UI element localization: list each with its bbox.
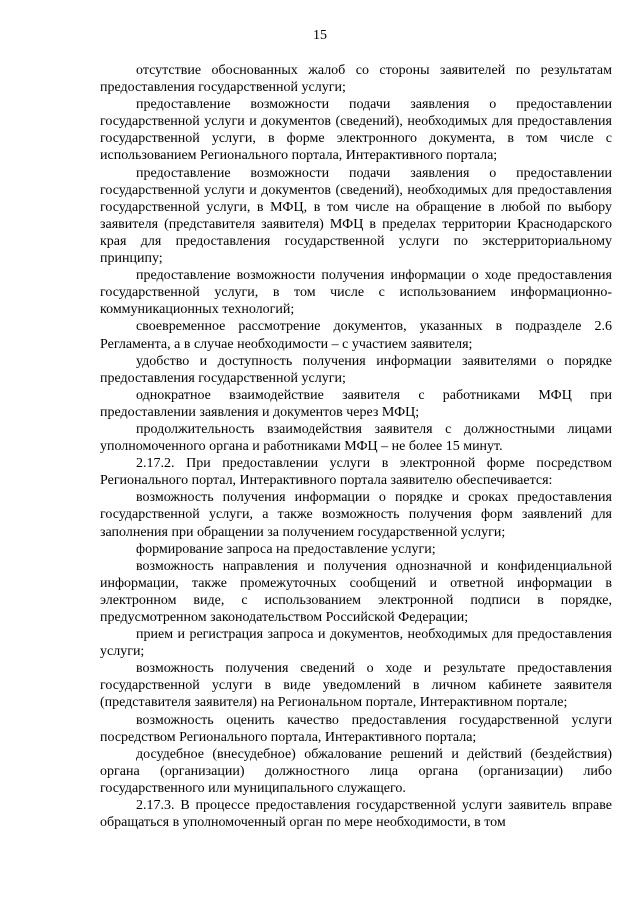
paragraph-13: прием и регистрация запроса и документов, необходимых для предоставления услуги; bbox=[100, 627, 612, 660]
paragraph-2: предоставление возможности подачи заявления о предоставлении государственной услуги и документов (сведений), необходимых для предоставления государственной услуги, в форме электронного документа, в том числе с использованием Регионального портала, Интерактивного портала; bbox=[100, 97, 612, 164]
paragraph-7: однократное взаимодействие заявителя с работниками МФЦ при предоставлении заявления и документов через МФЦ; bbox=[100, 387, 612, 420]
paragraph-17: 2.17.3. В процессе предоставления государственной услуги заявитель вправе обращаться в уполномоченный орган по мере необходимости, в том bbox=[100, 798, 612, 831]
paragraph-1: отсутствие обоснованных жалоб со стороны заявителей по результатам предоставления государственной услуги; bbox=[100, 63, 612, 96]
paragraph-5: своевременное рассмотрение документов, указанных в подразделе 2.6 Регламента, а в случае необходимости – с участием заявителя; bbox=[100, 319, 612, 352]
paragraph-6: удобство и доступность получения информации заявителями о порядке предоставления государственной услуги; bbox=[100, 353, 612, 386]
paragraph-10: возможность получения информации о порядке и сроках предоставления государственной услуги, а также возможность получения форм заявлений для заполнения при обращении за получением государственной услуги; bbox=[100, 490, 612, 540]
paragraph-4: предоставление возможности получения информации о ходе предоставления государственной услуги, в том числе с использованием информационно-коммуникационных технологий; bbox=[100, 268, 612, 318]
paragraph-3: предоставление возможности подачи заявления о предоставлении государственной услуги и документов (сведений), необходимых для предоставления государственной услуги, в МФЦ, в том числе на обращение в любой по выбору заявителя (представителя заявителя) МФЦ в пределах территории Краснодарского края для предоставления государственной услуги по экстерриториальному принципу; bbox=[100, 165, 612, 267]
page-number: 15 bbox=[313, 28, 327, 43]
paragraph-14: возможность получения сведений о ходе и результате предоставления государственной услуги в виде уведомлений в личном кабинете заявителя (представителя заявителя) на Региональном портале, Интерактивном портале; bbox=[100, 661, 612, 711]
paragraph-11: формирование запроса на предоставление услуги; bbox=[136, 541, 436, 557]
paragraph-16: досудебное (внесудебное) обжалование решений и действий (бездействия) органа (организации) должностного лица органа (организации) либо государственного или муниципального служащего. bbox=[100, 746, 612, 796]
paragraph-15: возможность оценить качество предоставления государственной услуги посредством Регионального портала, Интерактивного портала; bbox=[100, 712, 612, 745]
document-body bbox=[100, 62, 612, 831]
paragraph-12: возможность направления и получения однозначной и конфиденциальной информации, также промежуточных сообщений и ответной информации в электронном виде, с использованием электронной подписи в порядке, предусмотренном законодательством Российской Федерации; bbox=[100, 558, 612, 625]
paragraph-8: продолжительность взаимодействия заявителя с должностными лицами уполномоченного органа и работниками МФЦ – не более 15 минут. bbox=[100, 421, 612, 455]
paragraph-9: 2.17.2. При предоставлении услуги в электронной форме посредством Регионального портал, Интерактивного портала заявителю обеспечивается: bbox=[100, 456, 612, 489]
